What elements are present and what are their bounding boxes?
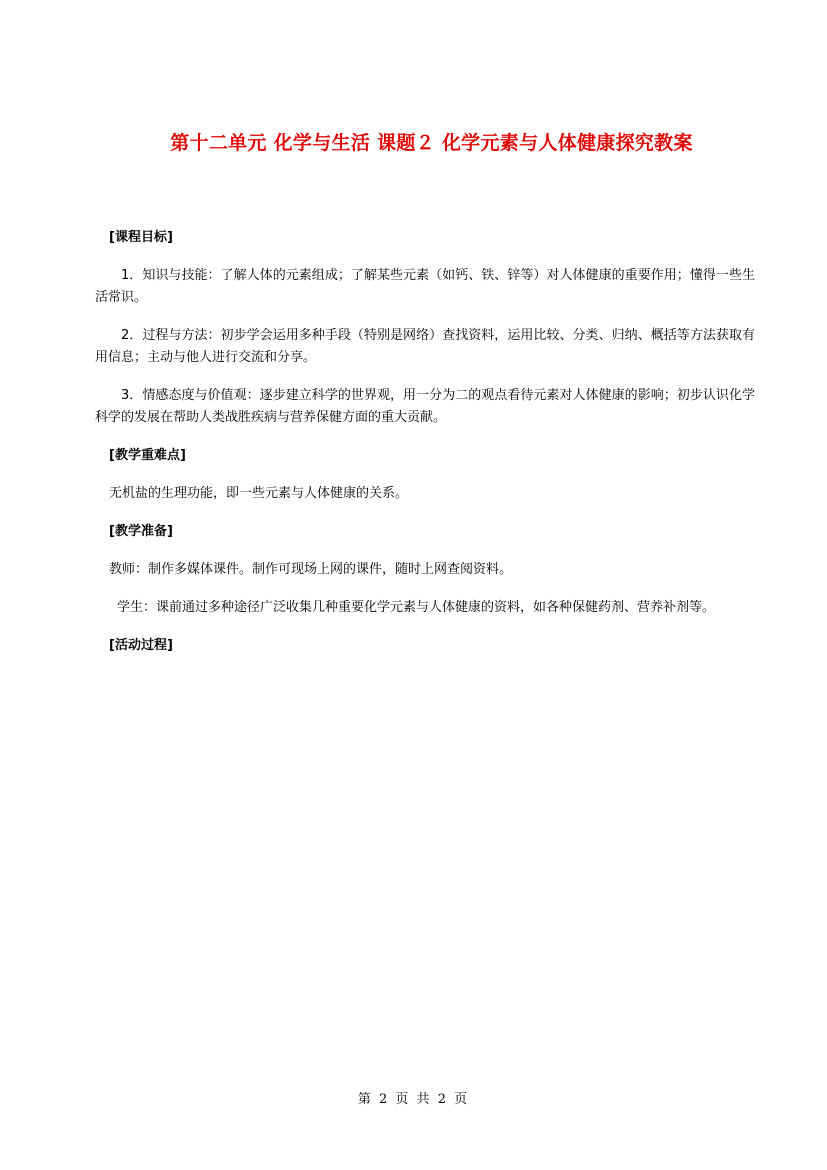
paragraph-student-preparation: 学生：课前通过多种途径广泛收集几种重要化学元素与人体健康的资料，如各种保健药剂、营养补剂等。 — [117, 600, 716, 615]
paragraph-attitude-values: 3．情感态度与价值观：逐步建立科学的世界观，用一分为二的观点看待元素对人体健康的影响；初步认识化学科学的发展在帮助人类战胜疾病与营养保健方面的重大贡献。 — [95, 388, 755, 425]
section-heading-preparation: [教学准备] — [109, 524, 173, 539]
paragraph-knowledge-skills: 1．知识与技能：了解人体的元素组成；了解某些元素（如钙、铁、锌等）对人体健康的重要作用；懂得一些生活常识。 — [95, 268, 755, 305]
document-body — [95, 227, 755, 673]
page-footer: 第 2 页 共 2 页 — [357, 1092, 470, 1107]
section-heading-course-goals: [课程目标] — [109, 230, 173, 245]
paragraph-teacher-preparation: 教师：制作多媒体课件。制作可现场上网的课件，随时上网查阅资料。 — [109, 562, 513, 577]
paragraph-key-difficulties: 无机盐的生理功能，即一些元素与人体健康的关系。 — [109, 486, 409, 501]
section-heading-key-difficulties: [教学重难点] — [109, 448, 186, 463]
paragraph-process-methods: 2．过程与方法：初步学会运用多种手段（特别是网络）查找资料，运用比较、分类、归纳、概括等方法获取有用信息；主动与他人进行交流和分享。 — [95, 328, 755, 365]
document-title: 第十二单元 化学与生活 课题２ 化学元素与人体健康探究教案 — [170, 132, 693, 154]
section-heading-activity-process: [活动过程] — [109, 638, 173, 653]
